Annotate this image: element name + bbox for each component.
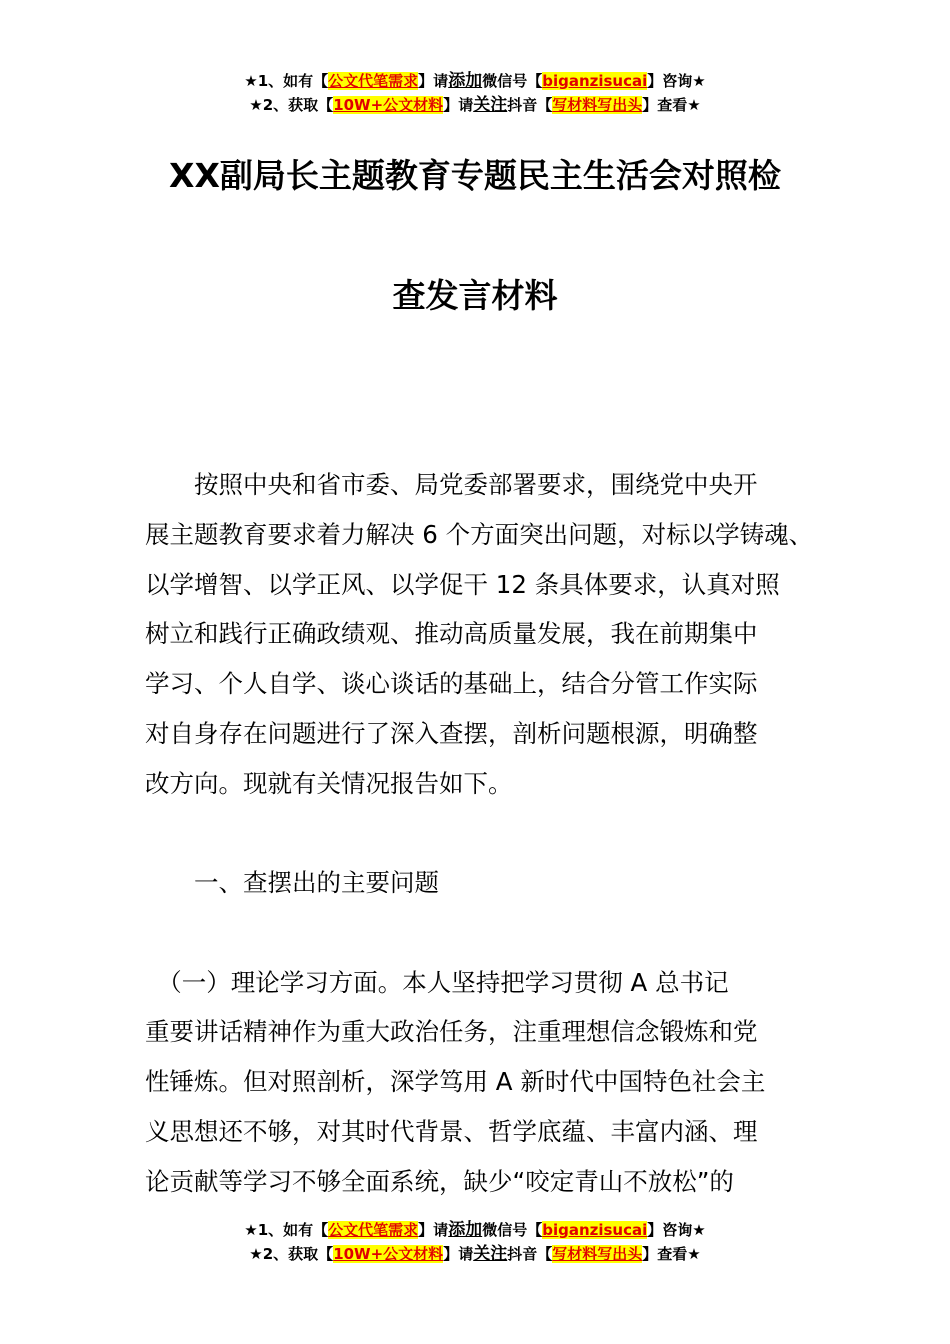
promo-underline: 添加: [448, 71, 483, 91]
promo-footer-line-2: [0, 1242, 950, 1266]
section-heading: 一、查摆出的主要问题: [145, 868, 439, 897]
promo-text: 】请: [443, 1245, 474, 1263]
promo-highlight: 写材料写出头: [552, 96, 643, 114]
promo-text: 】查看★: [642, 96, 701, 114]
promo-highlight: 写材料写出头: [552, 1245, 643, 1263]
promo-text: 抖音【: [507, 96, 553, 114]
promo-header-line-1: [0, 69, 950, 93]
body-line: 重要讲话精神作为重大政治任务，注重理想信念锻炼和党: [145, 1017, 758, 1046]
promo-highlight: 公文代笔需求: [328, 1221, 419, 1239]
promo-highlight: 10W+公文材料: [333, 96, 444, 114]
body-line: 对自身存在问题进行了深入查摆，剖析问题根源，明确整: [145, 719, 758, 748]
promo-text: 微信号【: [482, 1221, 543, 1239]
body-line: 按照中央和省市委、局党委部署要求，围绕党中央开: [145, 470, 758, 499]
promo-text: ★2、获取【: [249, 96, 334, 114]
promo-text: 】咨询★: [647, 72, 706, 90]
body-line: 树立和践行正确政绩观、推动高质量发展，我在前期集中: [145, 619, 758, 648]
promo-highlight: 公文代笔需求: [328, 72, 419, 90]
body-line: 展主题教育要求着力解决 6 个方面突出问题，对标以学铸魂、: [145, 520, 814, 549]
promo-text: 】请: [418, 1221, 449, 1239]
promo-underline: 添加: [448, 1220, 483, 1240]
promo-underline: 关注: [473, 1244, 508, 1264]
promo-underline: 关注: [473, 95, 508, 115]
promo-text: ★1、如有【: [244, 72, 329, 90]
body-line: 义思想还不够，对其时代背景、哲学底蕴、丰富内涵、理: [145, 1117, 758, 1146]
promo-text: 】请: [418, 72, 449, 90]
body-line: 改方向。现就有关情况报告如下。: [145, 769, 513, 798]
body-line: 论贡献等学习不够全面系统，缺少“咬定青山不放松”的: [145, 1167, 734, 1196]
promo-highlight: 10W+公文材料: [333, 1245, 444, 1263]
promo-highlight: biganzisucai: [542, 1221, 648, 1239]
body-line: （一）理论学习方面。本人坚持把学习贯彻 A 总书记: [145, 968, 729, 997]
document-title-line-2: 查发言材料: [392, 276, 558, 315]
promo-footer-line-1: [0, 1218, 950, 1242]
promo-header-line-2: [0, 93, 950, 117]
promo-text: 抖音【: [507, 1245, 553, 1263]
promo-highlight: biganzisucai: [542, 72, 648, 90]
promo-text: 】请: [443, 96, 474, 114]
promo-text: 】咨询★: [647, 1221, 706, 1239]
promo-text: ★1、如有【: [244, 1221, 329, 1239]
promo-text: ★2、获取【: [249, 1245, 334, 1263]
body-line: 以学增智、以学正风、以学促干 12 条具体要求，认真对照: [145, 570, 780, 599]
promo-text: 微信号【: [482, 72, 543, 90]
promo-text: 】查看★: [642, 1245, 701, 1263]
body-line: 性锤炼。但对照剖析，深学笃用 A 新时代中国特色社会主: [145, 1067, 766, 1096]
document-title-line-1: XX副局长主题教育专题民主生活会对照检: [169, 156, 781, 195]
body-line: 学习、个人自学、谈心谈话的基础上，结合分管工作实际: [145, 669, 758, 698]
